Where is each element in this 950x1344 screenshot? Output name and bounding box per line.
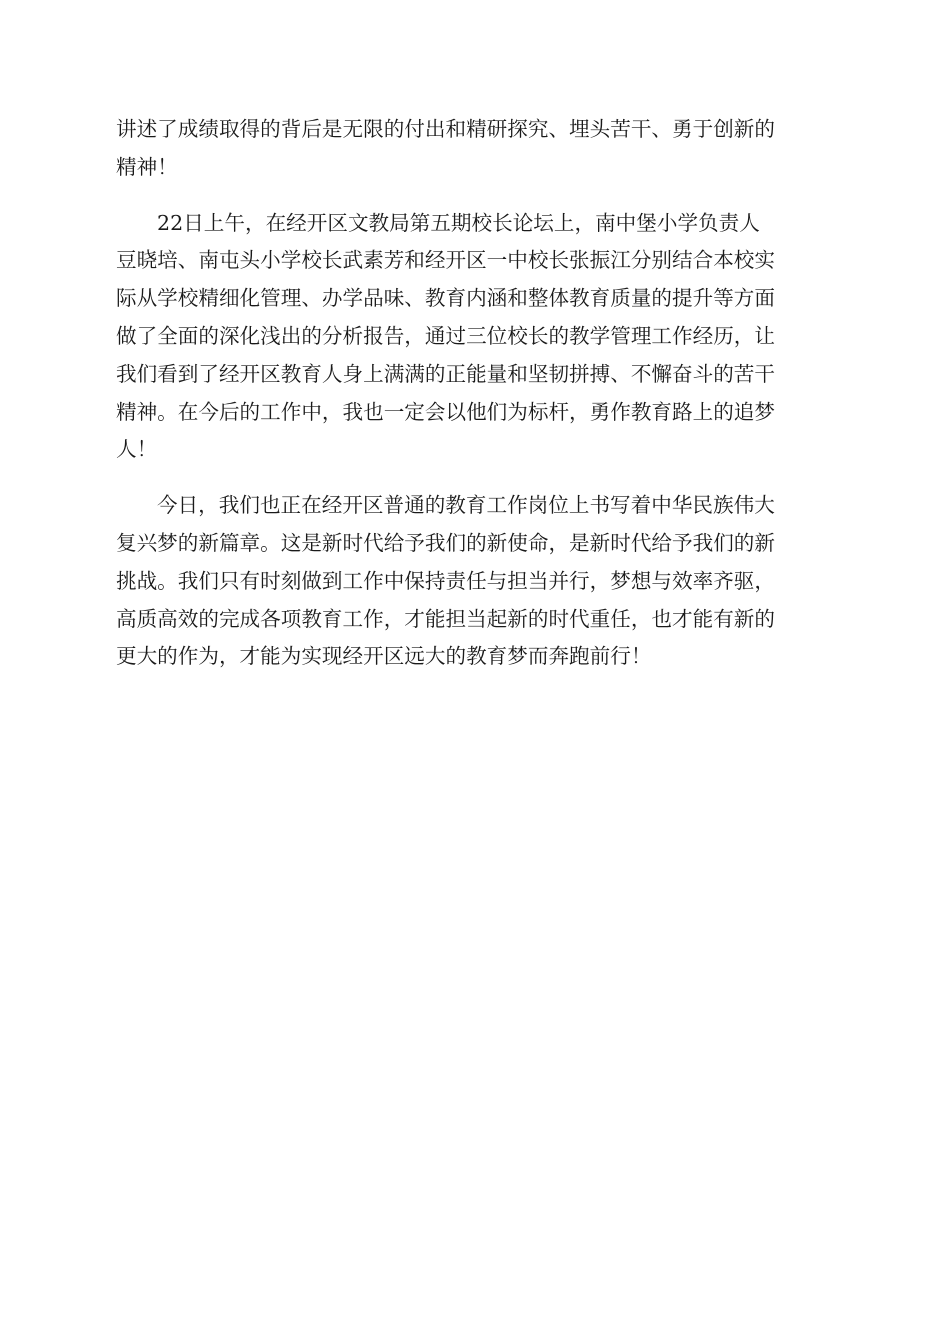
text-line: 我们看到了经开区教育人身上满满的正能量和坚韧拼搏、不懈奋斗的苦干 bbox=[116, 361, 775, 386]
text-line: 挑战。我们只有时刻做到工作中保持责任与担当并行，梦想与效率齐驱， bbox=[116, 568, 775, 593]
paragraph-1 bbox=[116, 111, 836, 187]
text-line: 精神！ bbox=[116, 154, 178, 179]
text-line: 际从学校精细化管理、办学品味、教育内涵和整体教育质量的提升等方面 bbox=[116, 286, 775, 311]
text-line: 高质高效的完成各项教育工作，才能担当起新的时代重任，也才能有新的 bbox=[116, 606, 775, 631]
paragraph-2 bbox=[116, 205, 836, 470]
text-line: 更大的作为，才能为实现经开区远大的教育梦而奔跑前行！ bbox=[116, 644, 652, 669]
text-line: 人！ bbox=[116, 437, 158, 462]
text-line: 做了全面的深化浅出的分析报告，通过三位校长的教学管理工作经历，让 bbox=[116, 323, 775, 348]
text-line: 精神。在今后的工作中，我也一定会以他们为标杆，勇作教育路上的追梦 bbox=[116, 399, 775, 424]
paragraph-3 bbox=[116, 487, 836, 676]
text-line: 22日上午，在经开区文教局第五期校长论坛上，南中堡小学负责人 bbox=[157, 210, 760, 235]
text-line: 复兴梦的新篇章。这是新时代给予我们的新使命，是新时代给予我们的新 bbox=[116, 530, 775, 555]
text-line: 豆晓培、南屯头小学校长武素芳和经开区一中校长张振江分别结合本校实 bbox=[116, 248, 775, 273]
text-line: 讲述了成绩取得的背后是无限的付出和精研探究、埋头苦干、勇于创新的 bbox=[116, 117, 775, 141]
document-body bbox=[116, 111, 836, 676]
text-line: 今日，我们也正在经开区普通的教育工作岗位上书写着中华民族伟大 bbox=[157, 493, 775, 518]
